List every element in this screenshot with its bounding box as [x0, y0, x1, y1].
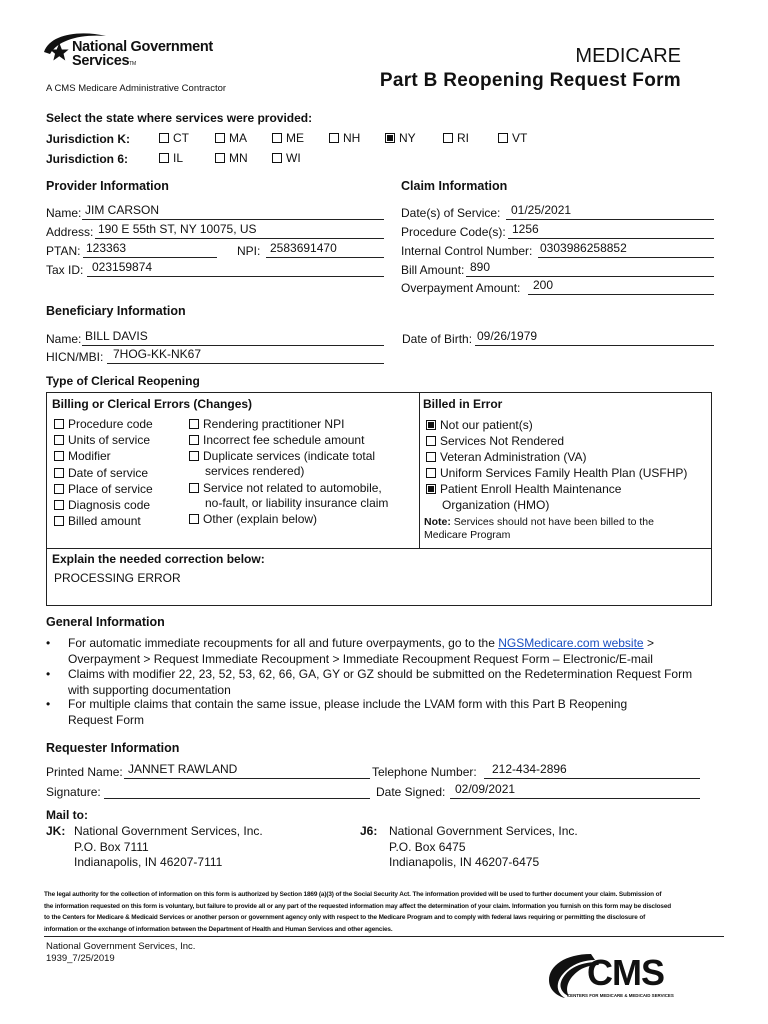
- checkbox[interactable]: [54, 451, 64, 461]
- state-prompt: Select the state where services were provided:: [46, 111, 313, 125]
- logo-line1: National Government: [72, 39, 213, 55]
- state-checkbox-vt[interactable]: [498, 131, 527, 145]
- state-checkbox-ct[interactable]: [159, 131, 189, 145]
- checkbox[interactable]: [272, 133, 282, 143]
- general-heading: General Information: [46, 615, 165, 629]
- checkbox[interactable]: [159, 133, 169, 143]
- billing-error-checkbox[interactable]: [54, 514, 141, 528]
- state-checkbox-ny[interactable]: [385, 131, 416, 145]
- bill-label: Bill Amount:: [401, 263, 465, 277]
- checkbox[interactable]: [426, 468, 436, 478]
- requester-heading: Requester Information: [46, 741, 180, 755]
- cms-logo: [545, 950, 690, 1000]
- hicn-field[interactable]: 7HOG-KK-NK67: [113, 347, 202, 361]
- checkbox-label: Date of service: [68, 465, 149, 480]
- claim-heading: Claim Information: [401, 179, 508, 193]
- checkbox-label: Diagnosis code: [68, 498, 151, 512]
- state-checkbox-me[interactable]: [272, 131, 304, 145]
- checkbox-label: Other (explain below): [203, 512, 318, 526]
- checkbox-label: Duplicate services (indicate total: [203, 449, 376, 463]
- checkbox-label: Billed amount: [68, 514, 141, 529]
- billing-error-checkbox[interactable]: [189, 481, 388, 511]
- billing-error-checkbox[interactable]: [189, 512, 317, 527]
- state-checkbox-il[interactable]: [159, 151, 183, 165]
- checkbox-label: NY: [399, 131, 416, 145]
- billing-error-checkbox[interactable]: [54, 466, 148, 480]
- checkbox[interactable]: [385, 133, 395, 143]
- provider-name-field[interactable]: JIM CARSON: [85, 203, 160, 217]
- logo-tm: TM: [129, 61, 136, 67]
- ngs-logo: [40, 28, 240, 78]
- checkbox-label: Units of service: [68, 433, 151, 448]
- checkbox[interactable]: [54, 468, 64, 478]
- ptan-field[interactable]: 123363: [86, 241, 127, 255]
- checkbox[interactable]: [54, 419, 64, 429]
- checkbox-label-cont: services rendered): [205, 464, 305, 478]
- state-checkbox-wi[interactable]: [272, 151, 301, 165]
- billed-in-error-checkbox[interactable]: [426, 433, 564, 449]
- checkbox[interactable]: [189, 419, 199, 429]
- checkbox-label: NH: [343, 131, 361, 145]
- checkbox[interactable]: [54, 500, 64, 510]
- checkbox[interactable]: [272, 153, 282, 163]
- checkbox-label: RI: [457, 131, 469, 145]
- footer-org: National Government Services, Inc.: [46, 941, 196, 952]
- state-checkbox-ma[interactable]: [215, 131, 247, 145]
- icn-field[interactable]: 0303986258852: [540, 241, 627, 255]
- dob-label: Date of Birth:: [402, 332, 473, 346]
- billing-error-checkbox[interactable]: [54, 433, 150, 447]
- billed-in-error-checkbox[interactable]: [426, 417, 533, 433]
- jk-mail-address: National Government Services, Inc. P.O. Box 7111 Indianapolis, IN 46207-7111: [74, 824, 263, 869]
- hicn-label: HICN/MBI:: [46, 350, 104, 364]
- provider-address-field[interactable]: 190 E 55th ST, NY 10075, US: [98, 222, 257, 236]
- state-checkbox-nh[interactable]: [329, 131, 360, 145]
- state-checkbox-ri[interactable]: [443, 131, 469, 145]
- checkbox-label: Veteran Administration (VA): [440, 450, 587, 464]
- npi-field[interactable]: 2583691470: [270, 241, 337, 255]
- checkbox[interactable]: [189, 483, 199, 493]
- signature-label: Signature:: [46, 785, 101, 799]
- ngs-website-link[interactable]: NGSMedicare.com website: [498, 636, 644, 650]
- checkbox[interactable]: [189, 435, 199, 445]
- checkbox[interactable]: [54, 435, 64, 445]
- provider-address-label: Address:: [46, 225, 94, 239]
- j6-mail-address: National Government Services, Inc. P.O. Box 6475 Indianapolis, IN 46207-6475: [389, 824, 578, 869]
- npi-label: NPI:: [237, 244, 261, 258]
- checkbox-label-cont: Organization (HMO): [442, 498, 550, 512]
- checkbox-label: ME: [286, 131, 304, 145]
- beneficiary-heading: Beneficiary Information: [46, 304, 186, 318]
- billing-error-checkbox[interactable]: [54, 482, 153, 496]
- checkbox-label: WI: [286, 151, 301, 165]
- mail-heading: Mail to:: [46, 808, 88, 822]
- checkbox-label: MN: [229, 151, 248, 165]
- explain-heading: Explain the needed correction below:: [52, 552, 265, 566]
- checkbox-label: Patient Enroll Health Maintenance: [440, 482, 622, 496]
- medicare-label: MEDICARE: [575, 45, 681, 67]
- j6-label: Jurisdiction 6:: [46, 152, 129, 166]
- over-field[interactable]: 200: [533, 278, 554, 292]
- bene-name-field[interactable]: BILL DAVIS: [85, 329, 148, 343]
- proc-field[interactable]: 1256: [512, 222, 539, 236]
- checkbox-label: Services Not Rendered: [440, 434, 565, 448]
- footer-code: 1939_7/25/2019: [46, 953, 115, 964]
- checkbox[interactable]: [54, 516, 64, 526]
- error-heading: Billed in Error: [423, 397, 503, 411]
- phone-label: Telephone Number:: [372, 765, 477, 779]
- provider-heading: Provider Information: [46, 179, 169, 193]
- general-bullet-2: • Claims with modifier 22, 23, 52, 53, 62, 66, GA, GY or GZ should be submitted on the Redetermination Request Form with supporting documentation: [46, 667, 693, 697]
- state-checkbox-mn[interactable]: [215, 151, 248, 165]
- taxid-field[interactable]: 023159874: [92, 260, 153, 274]
- printed-name-field[interactable]: JANNET RAWLAND: [128, 762, 238, 776]
- checkbox-label: VT: [512, 131, 528, 145]
- checkbox[interactable]: [215, 153, 225, 163]
- checkbox-label: Modifier: [68, 449, 111, 464]
- billed-in-error-checkbox[interactable]: [426, 481, 621, 513]
- checkbox[interactable]: [54, 484, 64, 494]
- dos-label: Date(s) of Service:: [401, 206, 501, 220]
- cms-subtext: CENTERS FOR MEDICARE & MEDICAID SERVICES: [567, 993, 674, 998]
- bene-name-label: Name:: [46, 332, 82, 346]
- checkbox-label: CT: [173, 131, 189, 145]
- checkbox-label: Rendering practitioner NPI: [203, 417, 345, 431]
- dob-field[interactable]: 09/26/1979: [477, 329, 538, 343]
- checkbox[interactable]: [426, 452, 436, 462]
- billed-in-error-checkbox[interactable]: [426, 449, 587, 465]
- dos-field[interactable]: 01/25/2021: [511, 203, 572, 217]
- checkbox[interactable]: [426, 484, 436, 494]
- checkbox[interactable]: [443, 133, 453, 143]
- checkbox[interactable]: [426, 420, 436, 430]
- billing-error-checkbox[interactable]: [189, 417, 344, 432]
- billing-error-checkbox[interactable]: [189, 433, 364, 448]
- checkbox[interactable]: [159, 153, 169, 163]
- billing-error-checkbox[interactable]: [189, 449, 375, 479]
- signature-field[interactable]: [104, 798, 370, 799]
- checkbox[interactable]: [189, 514, 199, 524]
- contractor-text: A CMS Medicare Administrative Contractor: [46, 83, 227, 94]
- jk-mail-label: JK:: [46, 824, 66, 838]
- legal-text: The legal authority for the collection of information on this form is authorized by Section 1869 (a)(3) of the Social Security Act. The information provided will be used to further document your claim. Submission of the information requested on this form is voluntary, but failure to provide all or any part of the requested information may affect the determination of your claim. Information you furnish on this form may be disclosed to the Centers for Medicare & Medicaid Services or another person or government agency only with respect to the Medicare Program and to comply with federal laws requiring or permitting the disclosure of information or the exchange of information between the Department of Health and Human Services and other agencies.: [44, 891, 672, 933]
- checkbox[interactable]: [215, 133, 225, 143]
- billing-error-checkbox[interactable]: [54, 417, 153, 431]
- checkbox[interactable]: [498, 133, 508, 143]
- taxid-label: Tax ID:: [46, 263, 84, 277]
- checkbox-label: Procedure code: [68, 417, 153, 431]
- billed-in-error-checkbox[interactable]: [426, 465, 687, 481]
- checkbox-label: MA: [229, 131, 247, 145]
- general-bullet-3: • For multiple claims that contain the same issue, please include the LVAM form with this Part B Reopening Request Form: [46, 697, 628, 727]
- over-label: Overpayment Amount:: [401, 281, 521, 295]
- billing-error-checkbox[interactable]: [54, 498, 150, 512]
- checkbox-label: Not our patient(s): [440, 418, 533, 432]
- icn-label: Internal Control Number:: [401, 244, 533, 258]
- checkbox[interactable]: [329, 133, 339, 143]
- logo-line2: Services: [72, 53, 130, 69]
- date-signed-field[interactable]: 02/09/2021: [455, 782, 516, 796]
- date-signed-label: Date Signed:: [376, 785, 446, 799]
- note-text: Note: Services should not have been billed to the Medicare Program: [424, 516, 654, 541]
- bill-field[interactable]: 890: [470, 260, 491, 274]
- phone-field[interactable]: 212-434-2896: [492, 762, 567, 776]
- checkbox-label: Uniform Services Family Health Plan (USFHP): [440, 466, 688, 480]
- j6-mail-label: J6:: [360, 824, 378, 838]
- provider-name-label: Name:: [46, 206, 82, 220]
- cms-text: CMS: [587, 952, 664, 993]
- checkbox-label: Service not related to automobile,: [203, 481, 382, 495]
- general-bullet-1: • For automatic immediate recoupments for all and future overpayments, go to the NGSMedicare.com website > Overpayment > Request Immediate Recoupment > Immediate Recoupment Request Form – Electronic/E-mail: [46, 636, 654, 666]
- checkbox-label-cont: no-fault, or liability insurance claim: [205, 496, 389, 510]
- checkbox-label: Place of service: [68, 481, 153, 496]
- printed-name-label: Printed Name:: [46, 765, 123, 779]
- jk-label: Jurisdiction K:: [46, 132, 131, 146]
- checkbox[interactable]: [426, 436, 436, 446]
- proc-label: Procedure Code(s):: [401, 225, 506, 239]
- form-title: Part B Reopening Request Form: [379, 70, 681, 91]
- checkbox-label: Incorrect fee schedule amount: [203, 433, 365, 447]
- checkbox[interactable]: [189, 451, 199, 461]
- explain-field[interactable]: PROCESSING ERROR: [54, 571, 181, 585]
- reopening-heading: Type of Clerical Reopening: [46, 374, 200, 388]
- billing-heading: Billing or Clerical Errors (Changes): [52, 397, 253, 411]
- ptan-label: PTAN:: [46, 244, 81, 258]
- checkbox-label: IL: [173, 151, 184, 165]
- billing-error-checkbox[interactable]: [54, 449, 111, 463]
